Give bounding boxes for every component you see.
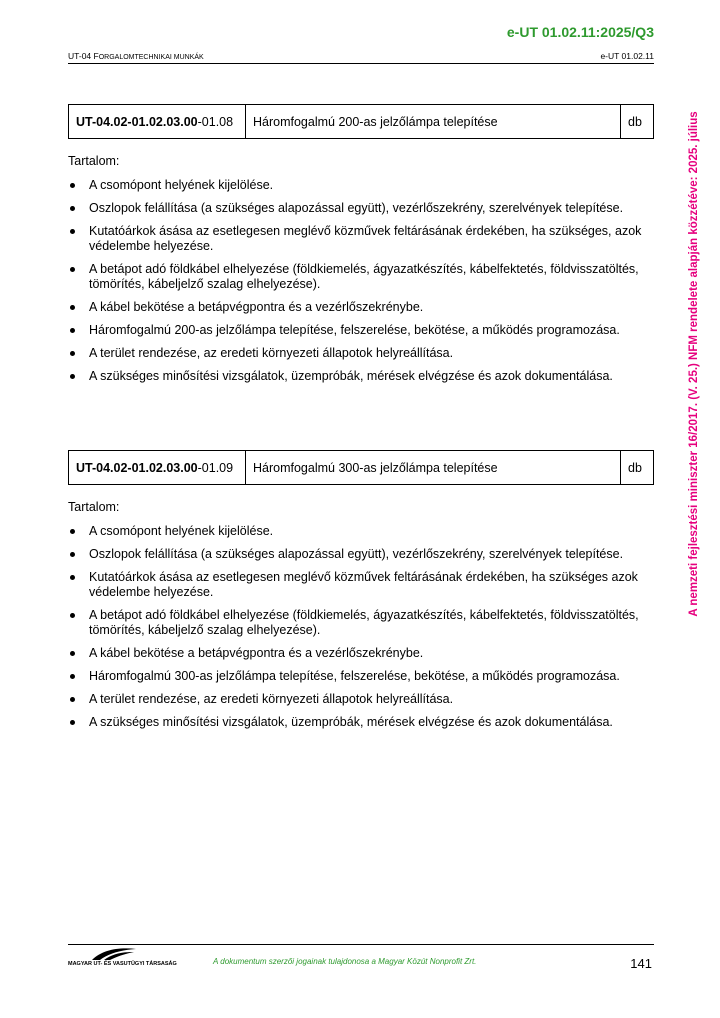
item-code-suffix: -01.08 xyxy=(197,114,234,129)
list-item: A szükséges minősítési vizsgálatok, üzempróbák, mérések elvégzése és azok dokumentálása. xyxy=(68,715,658,730)
list-item: Kutatóárkok ásása az esetlegesen meglévő közművek feltárásának érdekében, ha szükséges azok védelembe helyezése. xyxy=(68,570,658,600)
header-divider xyxy=(68,63,654,64)
content-label: Tartalom: xyxy=(68,500,120,514)
header-section-title xyxy=(68,51,204,61)
header-section-prefix: UT-04 F xyxy=(68,51,99,61)
list-item: A szükséges minősítési vizsgálatok, üzempróbák, mérések elvégzése és azok dokumentálása. xyxy=(68,369,658,384)
item-code-suffix: -01.09 xyxy=(197,460,234,475)
item-row xyxy=(69,451,654,485)
content-list-2 xyxy=(68,524,658,738)
item-table-1 xyxy=(68,104,654,139)
list-item: A terület rendezése, az eredeti környezeti állapotok helyreállítása. xyxy=(68,692,658,707)
list-item: A betápot adó földkábel elhelyezése (földkiemelés, ágyazatkészítés, kábelfektetés, földvisszatöltés, tömörítés, kábeljelző szalag elhelyezése). xyxy=(68,608,658,638)
side-note-text: A nemzeti fejlesztési miniszter 16/2017. (V. 25.) NFM rendelete alapján közzétéve: 2025. július xyxy=(688,111,700,617)
list-item: A kábel bekötése a betápvégpontra és a vezérlőszekrénybe. xyxy=(68,300,658,315)
item-code xyxy=(69,105,246,139)
header-document-ref: e-UT 01.02.11 xyxy=(600,51,654,61)
document-code: e-UT 01.02.11:2025/Q3 xyxy=(506,24,654,40)
item-unit: db xyxy=(621,451,654,485)
publication-side-note xyxy=(684,94,704,634)
copyright-notice: A dokumentum szerzői jogainak tulajdonosa a Magyar Közút Nonprofit Zrt. xyxy=(213,957,477,966)
list-item: A betápot adó földkábel elhelyezése (földkiemelés, ágyazatkészítés, kábelfektetés, földvisszatöltés, tömörítés, kábeljelző szalag elhelyezése). xyxy=(68,262,658,292)
item-table-2 xyxy=(68,450,654,485)
list-item: Kutatóárkok ásása az esetlegesen meglévő közművek feltárásának érdekében, ha szükséges, azok védelembe helyezése. xyxy=(68,224,658,254)
item-unit: db xyxy=(621,105,654,139)
item-title: Háromfogalmú 200-as jelzőlámpa telepítése xyxy=(246,105,621,139)
content-list-1 xyxy=(68,178,658,392)
list-item: Háromfogalmú 300-as jelzőlámpa telepítése, felszerelése, bekötése, a működés programozása. xyxy=(68,669,658,684)
item-code xyxy=(69,451,246,485)
footer-divider xyxy=(68,944,654,945)
list-item: Háromfogalmú 200-as jelzőlámpa telepítése, felszerelése, bekötése, a működés programozása. xyxy=(68,323,658,338)
society-logo xyxy=(68,946,177,972)
item-code-main: UT-04.02-01.02.03.00 xyxy=(76,460,198,475)
item-code-main: UT-04.02-01.02.03.00 xyxy=(76,114,198,129)
list-item: Oszlopok felállítása (a szükséges alapozással együtt), vezérlőszekrény, szerelvények telepítése. xyxy=(68,201,658,216)
item-title: Háromfogalmú 300-as jelzőlámpa telepítése xyxy=(246,451,621,485)
header-section-smallcaps: ORGALOMTECHNIKAI MUNKÁK xyxy=(98,54,204,61)
item-row xyxy=(69,105,654,139)
list-item: A csomópont helyének kijelölése. xyxy=(68,524,658,539)
road-swoosh-logo-icon xyxy=(90,946,138,962)
page-number: 141 xyxy=(630,956,652,971)
content-label: Tartalom: xyxy=(68,154,120,168)
list-item: A terület rendezése, az eredeti környezeti állapotok helyreállítása. xyxy=(68,346,658,361)
logo-text: MAGYAR UT- ÉS VASUTÜGYI TÁRSASÁG xyxy=(68,961,177,967)
list-item: Oszlopok felállítása (a szükséges alapozással együtt), vezérlőszekrény, szerelvények telepítése. xyxy=(68,547,658,562)
list-item: A kábel bekötése a betápvégpontra és a vezérlőszekrénybe. xyxy=(68,646,658,661)
list-item: A csomópont helyének kijelölése. xyxy=(68,178,658,193)
